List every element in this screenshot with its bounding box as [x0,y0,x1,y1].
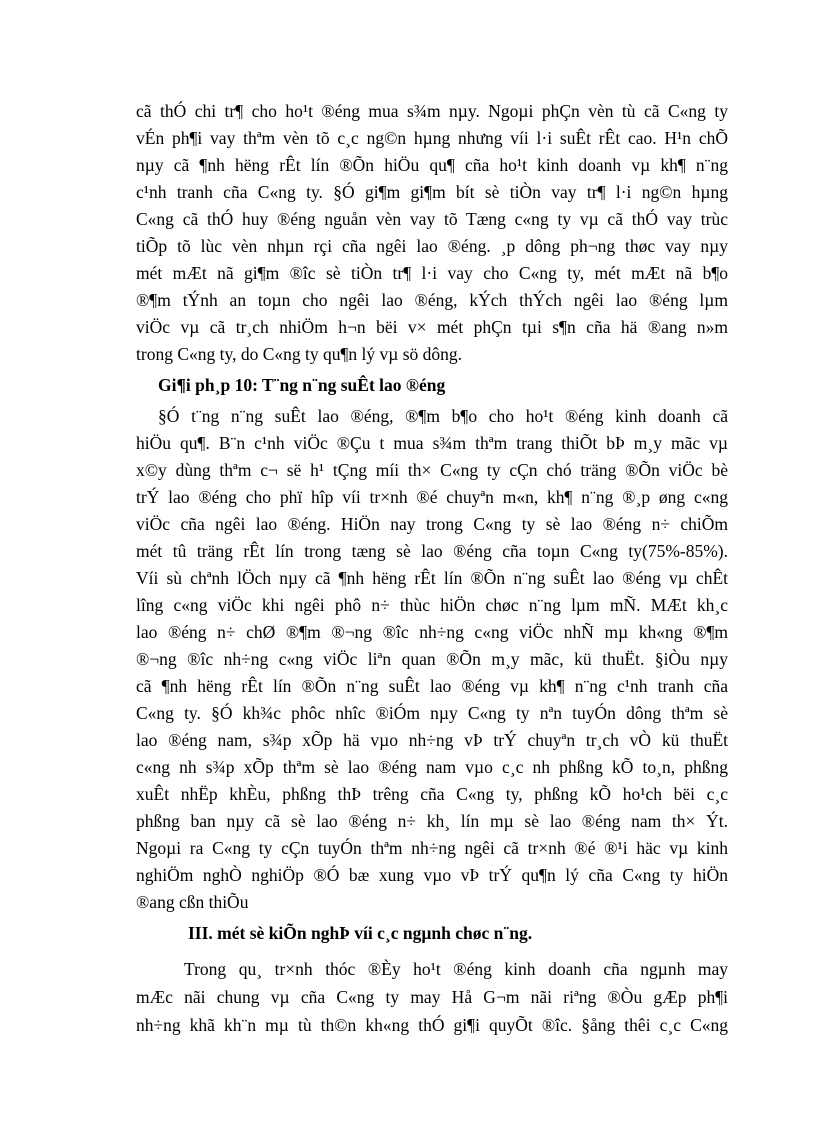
paragraph-line: nµy cã ¶nh hëng rÊt lín ®Õn hiÖu qu¶ cña ho¹t kinh doanh vµ kh¶ n¨ng [136,155,728,175]
paragraph-line: ®ang cßn thiÕu [136,892,249,912]
paragraph-line: hiÖu qu¶. B¨n c¹nh viÖc ®Çu t mua s¾m thªm trang thiÕt bÞ m¸y mãc vµ [136,433,728,453]
paragraph-line: xuÊt nhËp khÈu, phßng thÞ trêng cña C«ng ty, phßng kÕ ho¹ch bëi c¸c [136,784,728,804]
paragraph-line: C«ng ty. §Ó kh¾c phôc nhîc ®iÓm nµy C«ng ty nªn tuyÓn dông thªm sè [136,703,728,723]
section-heading: III. mét sè kiÕn nghÞ víi c¸c ngµnh chøc n¨ng. [188,923,533,943]
paragraph-line: viÖc cña ngêi lao ®éng. HiÖn nay trong C«ng ty sè lao ®éng n÷ chiÕm [136,514,728,534]
paragraph-line: nh÷ng khã kh¨n mµ tù th©n kh«ng thÓ gi¶i quyÕt ®îc. §ång thêi c¸c C«ng [136,1015,728,1035]
paragraph-line: §Ó t¨ng n¨ng suÊt lao ®éng, ®¶m b¶o cho ho¹t ®éng kinh doanh cã [158,406,728,426]
paragraph-line: mét mÆt nã gi¶m ®îc sè tiÒn tr¶ l·i vay cho C«ng ty, mét mÆt nã b¶o [136,263,728,283]
paragraph-line: C«ng cã thÓ huy ®éng nguån vèn vay tõ Tæng c«ng ty vµ cã thÓ vay trùc [136,209,728,229]
section-heading: Gi¶i ph¸p 10: T¨ng n¨ng suÊt lao ®éng [158,375,446,395]
paragraph-line: ®¬ng ®îc nh÷ng c«ng viÖc liªn quan ®Õn m¸y mãc, kü thuËt. §iÒu nµy [136,649,728,669]
paragraph-line: mét tû träng rÊt lín trong tæng sè lao ®éng cña toµn C«ng ty(75%-85%). [136,541,728,561]
paragraph-line: cã ¶nh hëng rÊt lín ®Õn n¨ng suÊt lao ®éng vµ kh¶ n¨ng c¹nh tranh cña [136,676,728,696]
paragraph-line: lîng c«ng viÖc khi ngêi phô n÷ thùc hiÖn chøc n¨ng lµm mÑ. MÆt kh¸c [136,595,728,615]
paragraph-line: mÆc nãi chung vµ cña C«ng ty may Hå G¬m nãi riªng ®Òu gÆp ph¶i [136,987,728,1007]
paragraph-line: lao ®éng n÷ chØ ®¶m ®¬ng ®îc nh÷ng c«ng viÖc nhÑ mµ kh«ng ®¶m [136,622,728,642]
paragraph-line: x©y dùng thªm c¬ së h¹ tÇng míi th× C«ng ty cÇn chó träng ®Õn viÖc bè [136,460,728,480]
paragraph-line: lao ®éng nam, s¾p xÕp hä vµo nh÷ng vÞ trÝ chuyªn tr¸ch vÒ kü thuËt [136,730,728,750]
paragraph-line: Trong qu¸ tr×nh thóc ®Èy ho¹t ®éng kinh doanh cña ngµnh may [184,959,728,979]
paragraph-line: c«ng nh s¾p xÕp thªm sè lao ®éng nam vµo c¸c nh phßng kÕ to¸n, phßng [136,757,728,777]
paragraph-line: phßng ban nµy cã sè lao ®éng n÷ kh¸ lín mµ sè lao ®éng nam th× Ýt. [136,811,728,831]
paragraph-line: Víi sù chªnh lÖch nµy cã ¶nh hëng rÊt lín ®Õn n¨ng suÊt lao ®éng vµ chÊt [136,568,728,588]
paragraph-line: nghiÖm nghÒ nghiÖp ®Ó bæ xung vµo vÞ trÝ qu¶n lý cña C«ng ty hiÖn [136,865,728,885]
paragraph-line: ®¶m tÝnh an toµn cho ngêi lao ®éng, kÝch thÝch ngêi lao ®éng lµm [136,290,728,310]
paragraph-line: cã thÓ chi tr¶ cho ho¹t ®éng mua s¾m nµy. Ngoµi phÇn vèn tù cã C«ng ty [136,101,728,121]
paragraph-line: trong C«ng ty, do C«ng ty qu¶n lý vµ sö dông. [136,344,463,364]
paragraph-line: trÝ lao ®éng cho phï hîp víi tr×nh ®é chuyªn m«n, kh¶ n¨ng ®¸p øng c«ng [136,487,728,507]
paragraph-line: c¹nh tranh cña C«ng ty. §Ó gi¶m gi¶m bít sè tiÒn vay tr¶ l·i ng©n hµng [136,182,728,202]
paragraph-line: viÖc vµ cã tr¸ch nhiÖm h¬n bëi v× mét phÇn tµi s¶n cña hä ®ang n»m [136,317,728,337]
paragraph-line: tiÕp tõ lùc vèn nhµn rçi cña ngêi lao ®éng. ¸p dông ph¬ng thøc vay nµy [136,236,728,256]
paragraph-line: Ngoµi ra C«ng ty cÇn tuyÓn thªm nh÷ng ngêi cã tr×nh ®é ®¹i häc vµ kinh [136,838,728,858]
paragraph-line: vÉn ph¶i vay thªm vèn tõ c¸c ng©n hµng nhưng víi l·i suÊt rÊt cao. H¹n chÕ [136,128,728,148]
